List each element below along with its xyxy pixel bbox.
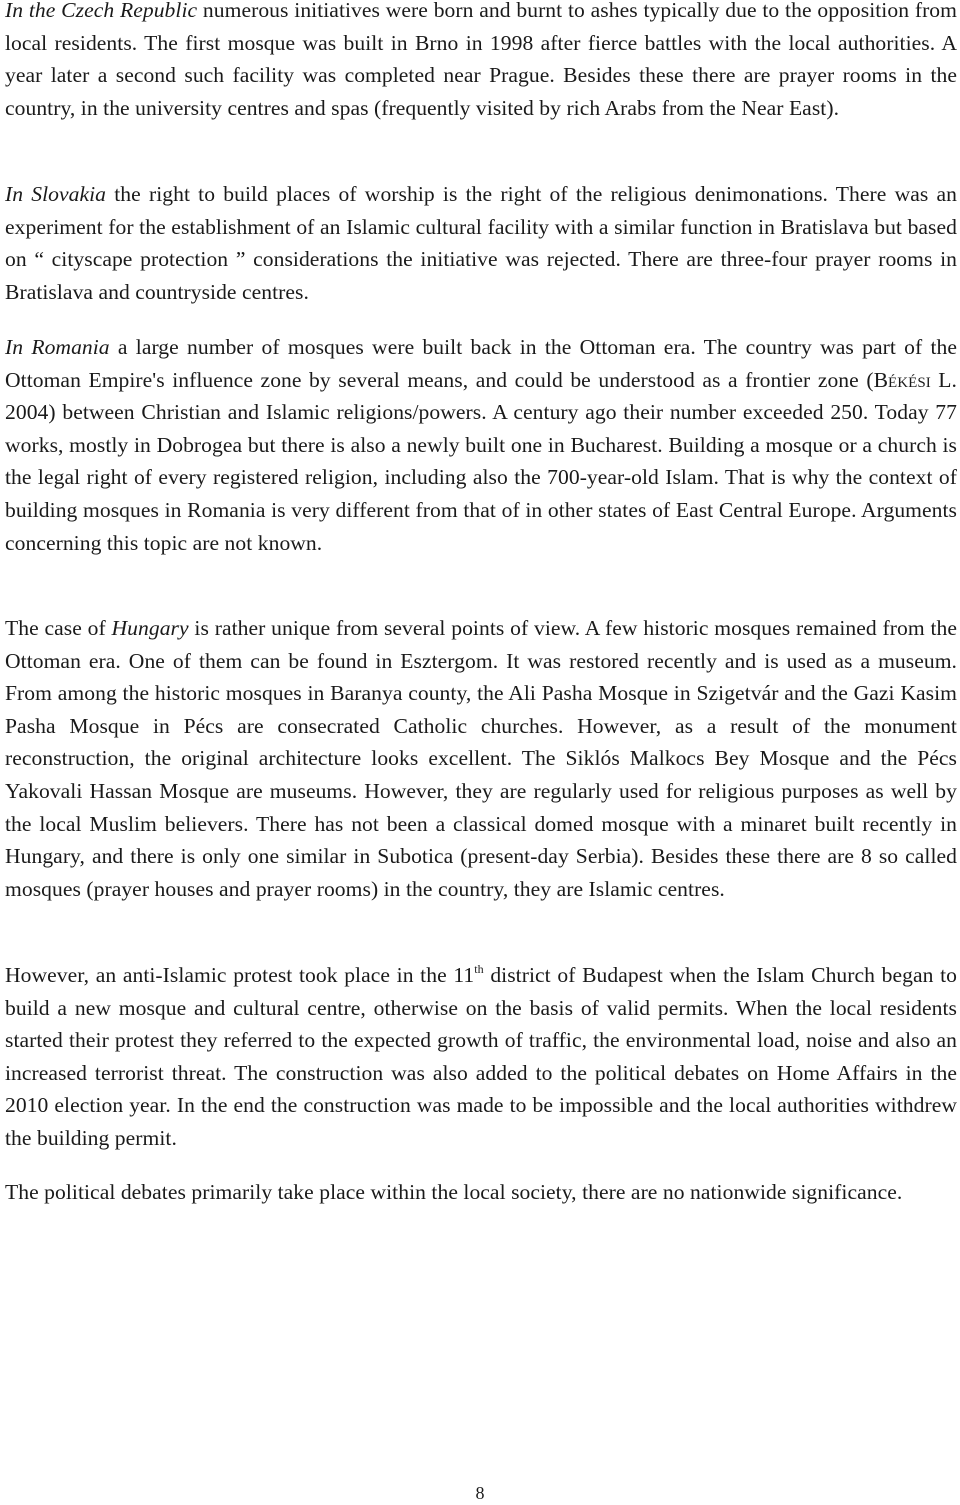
paragraph-budapest-text-after: district of Budapest when the Islam Church began to build a new mosque and cultural centre, otherwise on the basis of valid permits. When the local residents started their protest they referred to the expected growth of traffic, the environmental load, noise and also an increased terrorist threat. The construction was also added to the political debates on Home Affairs in the 2010 election year. In the end the construction was made to be impossible and the local authorities withdrew the building permit. [5,963,957,1150]
paragraph-romania [5,331,957,559]
paragraph-hungary [5,612,957,905]
country-czech-republic: In the Czech Republic [5,0,198,22]
paragraph-slovakia [5,178,957,308]
paragraph-budapest-text-before: However, an anti-Islamic protest took place in the 11 [5,963,475,987]
paragraph-closing [5,1176,957,1209]
paragraph-romania-text-before-citation: a large number of mosques were built back in the Ottoman era. The country was part of the Ottoman Empire's influence zone by several means, and could be understood as a frontier zone ( [5,335,957,392]
ordinal-superscript: th [474,962,484,976]
paragraph-czech-republic [5,0,957,124]
country-slovakia: In Slovakia [5,182,107,206]
paragraph-romania-text-after-citation: 2004) between Christian and Islamic religions/powers. A century ago their number exceeded 250. Today 77 works, mostly in Dobrogea but there is also a newly built one in Bucharest. Building a mosque or a church is the legal right of every registered religion, including also the 700-year-old Islam. That is why the context of building mosques in Romania is very different from that of in other states of East Central Europe. Arguments concerning this topic are not known. [5,400,957,555]
paragraph-closing-text: The political debates primarily take place within the local society, there are no nationwide significance. [5,1180,903,1204]
paragraph-hungary-text: is rather unique from several points of view. A few historic mosques remained from the Ottoman era. One of them can be found in Esztergom. It was restored recently and is used as a museum. From among the historic mosques in Baranya county, the Ali Pasha Mosque in Szigetvár and the Gazi Kasim Pasha Mosque in Pécs are consecrated Catholic churches. However, as a result of the monument reconstruction, the original architecture looks excellent. The Siklós Malkocs Bey Mosque and the Pécs Yakovali Hassan Mosque are museums. However, they are regularly used for religious purposes as well by the local Muslim believers. There has not been a classical domed mosque with a minaret built recently in Hungary, and there is only one similar in Subotica (present-day Serbia). Besides these there are 8 so called mosques (prayer houses and prayer rooms) in the country, they are Islamic centres. [5,616,957,901]
citation-author: Békési L. [873,367,958,392]
paragraph-hungary-intro: The case of [5,616,112,640]
paragraph-slovakia-text: the right to build places of worship is the right of the religious denimonations. There was an experiment for the establishment of an Islamic cultural facility with a similar function in Bratislava but based on “ cityscape protection ” considerations the initiative was rejected. There are three-four prayer rooms in Bratislava and countryside centres. [5,182,957,304]
paragraph-czech-text: numerous initiatives were born and burnt to ashes typically due to the opposition from local residents. The first mosque was built in Brno in 1998 after fierce battles with the local authorities. A year later a second such facility was completed near Prague. Besides these there are prayer rooms in the country, in the university centres and spas (frequently visited by rich Arabs from the Near East). [5,0,957,120]
paragraph-budapest [5,959,957,1155]
country-romania: In Romania [5,335,110,359]
country-hungary: Hungary [111,616,189,640]
page-number: 8 [475,1483,485,1503]
